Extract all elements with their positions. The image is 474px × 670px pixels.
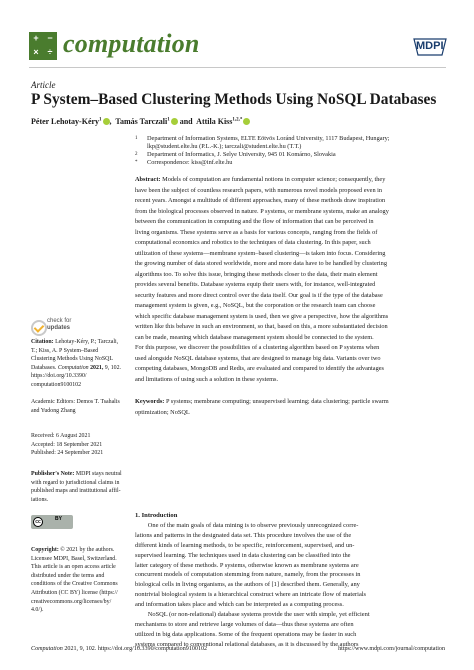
copyright-line[interactable]: 4.0/).	[31, 607, 44, 614]
abstract-line: the growing number of data stored worldwide, more and more data have to be handled by clustering	[135, 260, 387, 267]
abstract-line: written like this behave in such an environment, so that, based on this, a more substantiated decision	[135, 323, 388, 330]
copyright-line[interactable]: creativecommons.org/licenses/by/	[31, 598, 112, 605]
citation-line: T.; Kiss, A. P System–Based	[31, 347, 99, 354]
body-line: latter category of these methods. P systems, otherwise known as membrane systems are	[135, 561, 359, 569]
published-date: Published: 24 September 2021	[31, 450, 104, 457]
abstract-line: can be made, meaning which database management system should be connected to the system.	[135, 333, 374, 341]
check-for-updates-line: check for	[47, 318, 72, 324]
keywords-line: P systems; membrane computing; unsupervised learning; data clustering; particle swarm	[164, 398, 389, 405]
citation-volume: 9, 102.	[104, 364, 121, 371]
publisher-note	[31, 470, 126, 504]
article-title: P System–Based Clustering Methods Using NoSQL Databases	[31, 91, 437, 108]
body-line: lations and patterns in the designated data set. This procedure involves the use of the	[135, 531, 352, 539]
abstract-line: which specific database management system is used, then we give a perspective, how the algorithms	[135, 312, 389, 320]
academic-editors	[31, 398, 126, 415]
citation-line: Databases.	[31, 364, 58, 371]
accepted-date: Accepted: 18 September 2021	[31, 441, 103, 448]
abstract-line: security features and more direct control over the data itself. Our goal is if the type of the database	[135, 291, 383, 299]
publication-dates	[31, 432, 126, 458]
abstract-line: and limitations of using such a solution in these systems.	[135, 375, 279, 383]
body-line: mechanisms to store and retrieve large volumes of data—thus these systems are often	[135, 620, 354, 628]
body-line: concurrent models of computation stemming from nature, namely, from the processes in	[135, 571, 361, 579]
check-for-updates-label[interactable]	[47, 318, 71, 332]
affiliation-2	[135, 151, 336, 159]
publisher-note-line: iations.	[31, 496, 49, 503]
copyright-label: Copyright:	[31, 547, 59, 553]
footer-reference[interactable]: 2021, 9, 102. https://doi.org/10.3390/computation9100102	[62, 646, 208, 652]
body-line: different kinds of learning methods, to be specific, reinforcement, supervised, and un-	[135, 541, 355, 549]
author-sup: 1	[99, 117, 102, 123]
author-sup: 1,2,*	[232, 117, 243, 123]
copyright-line: distributed under the terms and	[31, 572, 105, 579]
publisher-note-label: Publisher's Note:	[31, 471, 75, 477]
article-type-label: Article	[31, 80, 56, 90]
abstract-line: utilization of these systems—membrane system–based clustering—is taken into focus. Considering	[135, 249, 386, 257]
keywords-label: Keywords:	[135, 398, 165, 405]
header-divider	[29, 67, 446, 68]
affiliation-number: 1	[135, 136, 138, 141]
citation-block	[31, 338, 126, 390]
author-separator: and	[177, 117, 195, 126]
abstract-line: have been the subject of countless research papers, with numerous novel models proposed even in	[135, 186, 383, 194]
keywords	[135, 397, 445, 418]
affiliation-1	[135, 135, 390, 150]
citation-journal: Computation	[57, 364, 89, 371]
copyright-line: © 2021 by the authors.	[58, 547, 115, 553]
author-list	[31, 117, 250, 126]
abstract-label: Abstract:	[135, 176, 161, 183]
keywords-line: optimization; NoSQL	[135, 408, 190, 416]
orcid-icon[interactable]	[171, 118, 178, 125]
citation-line: Clustering Methods Using NoSQL	[31, 356, 113, 363]
editors-line: Academic Editors: Demos T. Tsahalis	[31, 399, 120, 405]
abstract-line: living organisms. These systems serve as a basis for various concepts, ranging from the fields of	[135, 228, 378, 236]
abstract-line: computational economics and robotics to the techniques of data clustering. In this paper, such	[135, 239, 371, 246]
citation-label: Citation:	[31, 339, 54, 345]
copyright-line: conditions of the Creative Commons	[31, 581, 118, 588]
plus-symbol: +	[33, 33, 39, 43]
author-name: Attila Kiss	[196, 117, 233, 126]
author-name: Tamás Tarczali	[115, 117, 168, 126]
abstract-line: algorithms too. To solve this issue, bringing these methods closer to the data, their main element	[135, 270, 378, 278]
footer-journal: Computation	[31, 646, 63, 652]
copyright-block	[31, 546, 126, 615]
cc-by-license-icon[interactable]	[31, 515, 73, 529]
copyright-line: Licensee MDPI, Basel, Switzerland.	[31, 555, 117, 562]
abstract	[135, 175, 445, 400]
citation-doi-link[interactable]: computation9100102	[31, 381, 82, 388]
journal-logo	[29, 32, 57, 60]
received-date: Received: 6 August 2021	[31, 433, 91, 439]
copyright-line: This article is an open access article	[31, 564, 116, 571]
orcid-icon[interactable]	[103, 118, 110, 125]
publisher-note-line: MDPI stays neutral	[74, 471, 122, 477]
journal-name: computation	[63, 29, 200, 58]
author-name: Péter Lehotay-Kéry	[31, 117, 100, 126]
affiliation-email: lkp@student.elte.hu (P.L.-K.); tarczali@student.elte.hu (T.T.)	[147, 142, 302, 150]
abstract-line: management system is given, e.g., NoSQL, but the corporation or the research team can choose	[135, 302, 376, 309]
cc-icon: cc	[33, 517, 43, 527]
minus-symbol: −	[47, 33, 53, 43]
citation-line: Lehotay-Kéry, P.; Tarczali,	[53, 339, 119, 345]
citation-doi-link[interactable]: https://doi.org/10.3390/	[31, 373, 87, 380]
body-line: systems compared to conventional relational databases, as it is discussed by the authors	[135, 640, 359, 648]
abstract-line: For this purpose, we discover the possibilities of a clustering algorithm based on P systems when	[135, 344, 380, 351]
introduction-body	[135, 521, 445, 650]
affiliation-text: Department of Information Systems, ELTE Eötvös Loránd University, 1117 Budapest, Hungary;	[147, 135, 390, 142]
citation-year: 2021,	[88, 364, 105, 371]
publisher-name: MDPI	[416, 40, 444, 52]
check-for-updates-icon[interactable]	[31, 320, 47, 336]
abstract-line: Models of computation are fundamental notions in computer science; consequently, they	[160, 176, 386, 183]
body-line: utilized in big data applications. Some of the frequent operations may be faster in such	[135, 630, 357, 638]
affiliation-number: 2	[135, 152, 138, 157]
copyright-line[interactable]: Attribution (CC BY) license (https://	[31, 589, 118, 596]
orcid-icon[interactable]	[243, 118, 250, 125]
check-for-updates-line: updates	[47, 325, 71, 331]
body-line: One of the main goals of data mining is to observe previously unrecognized corre-	[135, 522, 359, 529]
abstract-line: competing databases, MongoDB and Redis, are evaluated and compared to identify the advantages	[135, 365, 384, 372]
body-line: biological cells in living organisms, as the authors of [1] described them. Generally, any	[135, 581, 360, 589]
body-line: supervised learning. The techniques used in data clustering can be classified into the	[135, 551, 351, 559]
section-heading: 1. Introduction	[135, 512, 178, 519]
correspondence	[135, 159, 232, 167]
abstract-line: provides several benefits. Database systems equip their users with, for instance, well-integrated	[135, 281, 376, 288]
editors-line: and Yudong Zhang	[31, 407, 76, 414]
times-symbol: ×	[33, 47, 39, 57]
abstract-line: from the biological processes observed in nature. P systems, or membrane systems, make an analogy	[135, 207, 389, 215]
footer-journal-url[interactable]: https://www.mdpi.com/journal/computation	[338, 646, 445, 652]
body-line: and information takes place and which can be interpreted as a computing process.	[135, 601, 344, 609]
divide-symbol: ÷	[47, 47, 53, 57]
abstract-line: recent years. Amongst a multitude of different approaches, many of these methods draw inspiration	[135, 197, 386, 204]
body-line: NoSQL (or non-relational) database systems provide the user with simple, yet efficient	[135, 611, 370, 619]
correspondence-text: Correspondence: kiss@inf.elte.hu	[147, 159, 233, 166]
affiliation-text: Department of Informatics, J. Selye University, 945 01 Komárno, Slovakia	[147, 151, 336, 158]
publisher-note-line: published maps and institutional affil-	[31, 488, 121, 495]
body-line: nontrivial biological system is a hierarchical construct where an intricate flow of materials	[135, 591, 367, 599]
author-sup: 1	[167, 117, 170, 123]
abstract-line: used alongside NoSQL database systems, that are designed to manage big data. Variants over two	[135, 354, 381, 362]
abstract-line: between the communication in computing and the flow of information that can be perceived in	[135, 218, 374, 225]
publisher-note-line: with regard to jurisdictional claims in	[31, 479, 120, 486]
by-icon: BY	[55, 516, 62, 522]
author-separator: ,	[109, 117, 114, 126]
affiliation-number: *	[135, 160, 138, 165]
